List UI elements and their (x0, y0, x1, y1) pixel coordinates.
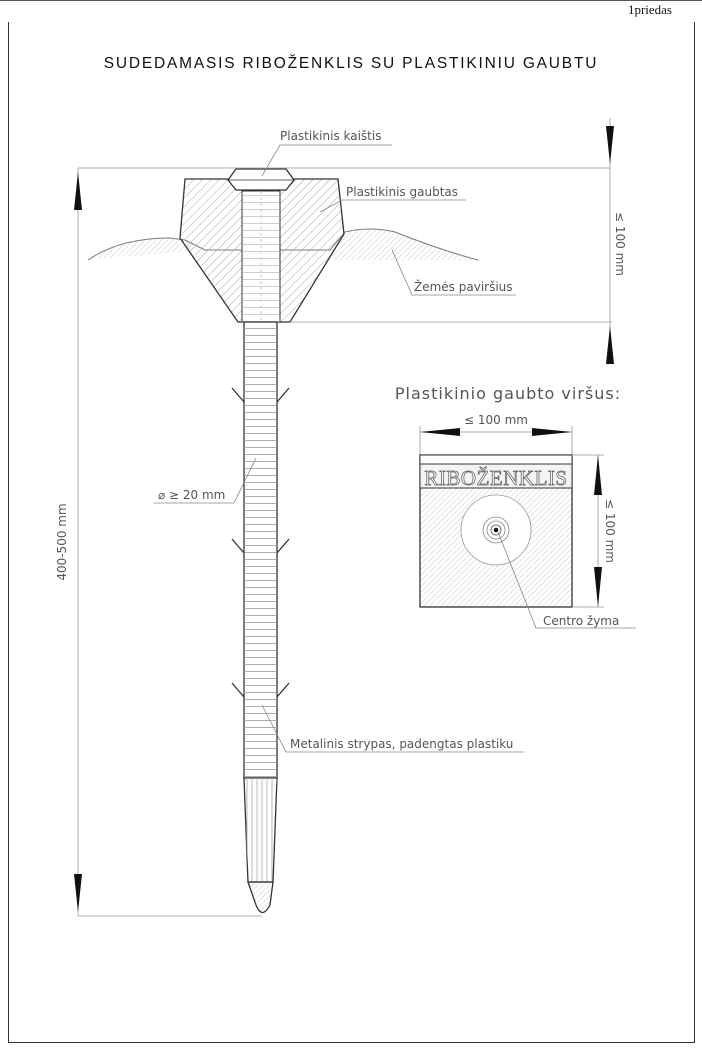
cover-height-label: ≤ 100 mm (613, 212, 627, 276)
top-view-height-label: ≤ 100 mm (603, 499, 617, 563)
plastic-cover (180, 179, 344, 322)
diameter-label: ⌀ ≥ 20 mm (158, 488, 226, 502)
plastic-pin (228, 169, 294, 190)
top-view-height-dimension (572, 455, 604, 607)
cover-label: Plastikinis gaubtas (346, 185, 459, 199)
center-mark-icon (483, 517, 509, 543)
pin-label: Plastikinis kaištis (280, 129, 382, 143)
band-text: RIBOŽENKLIS (424, 466, 568, 490)
drawing-title: SUDEDAMASIS RIBOŽENKLIS SU PLASTIKINIU GAUBTU (103, 55, 599, 72)
total-length-label: 400-500 mm (55, 503, 69, 581)
top-view-width-dimension (420, 426, 572, 455)
metal-rod (232, 322, 289, 913)
ground-label: Žemės paviršius (414, 280, 513, 294)
center-label: Centro žyma (543, 614, 620, 628)
rod-label: Metalinis strypas, padengtas plastiku (290, 737, 514, 751)
appendix-label: 1priedas (627, 2, 672, 17)
top-view-width-label: ≤ 100 mm (464, 413, 528, 427)
top-view-title: Plastikinio gaubto viršus: (394, 384, 622, 403)
